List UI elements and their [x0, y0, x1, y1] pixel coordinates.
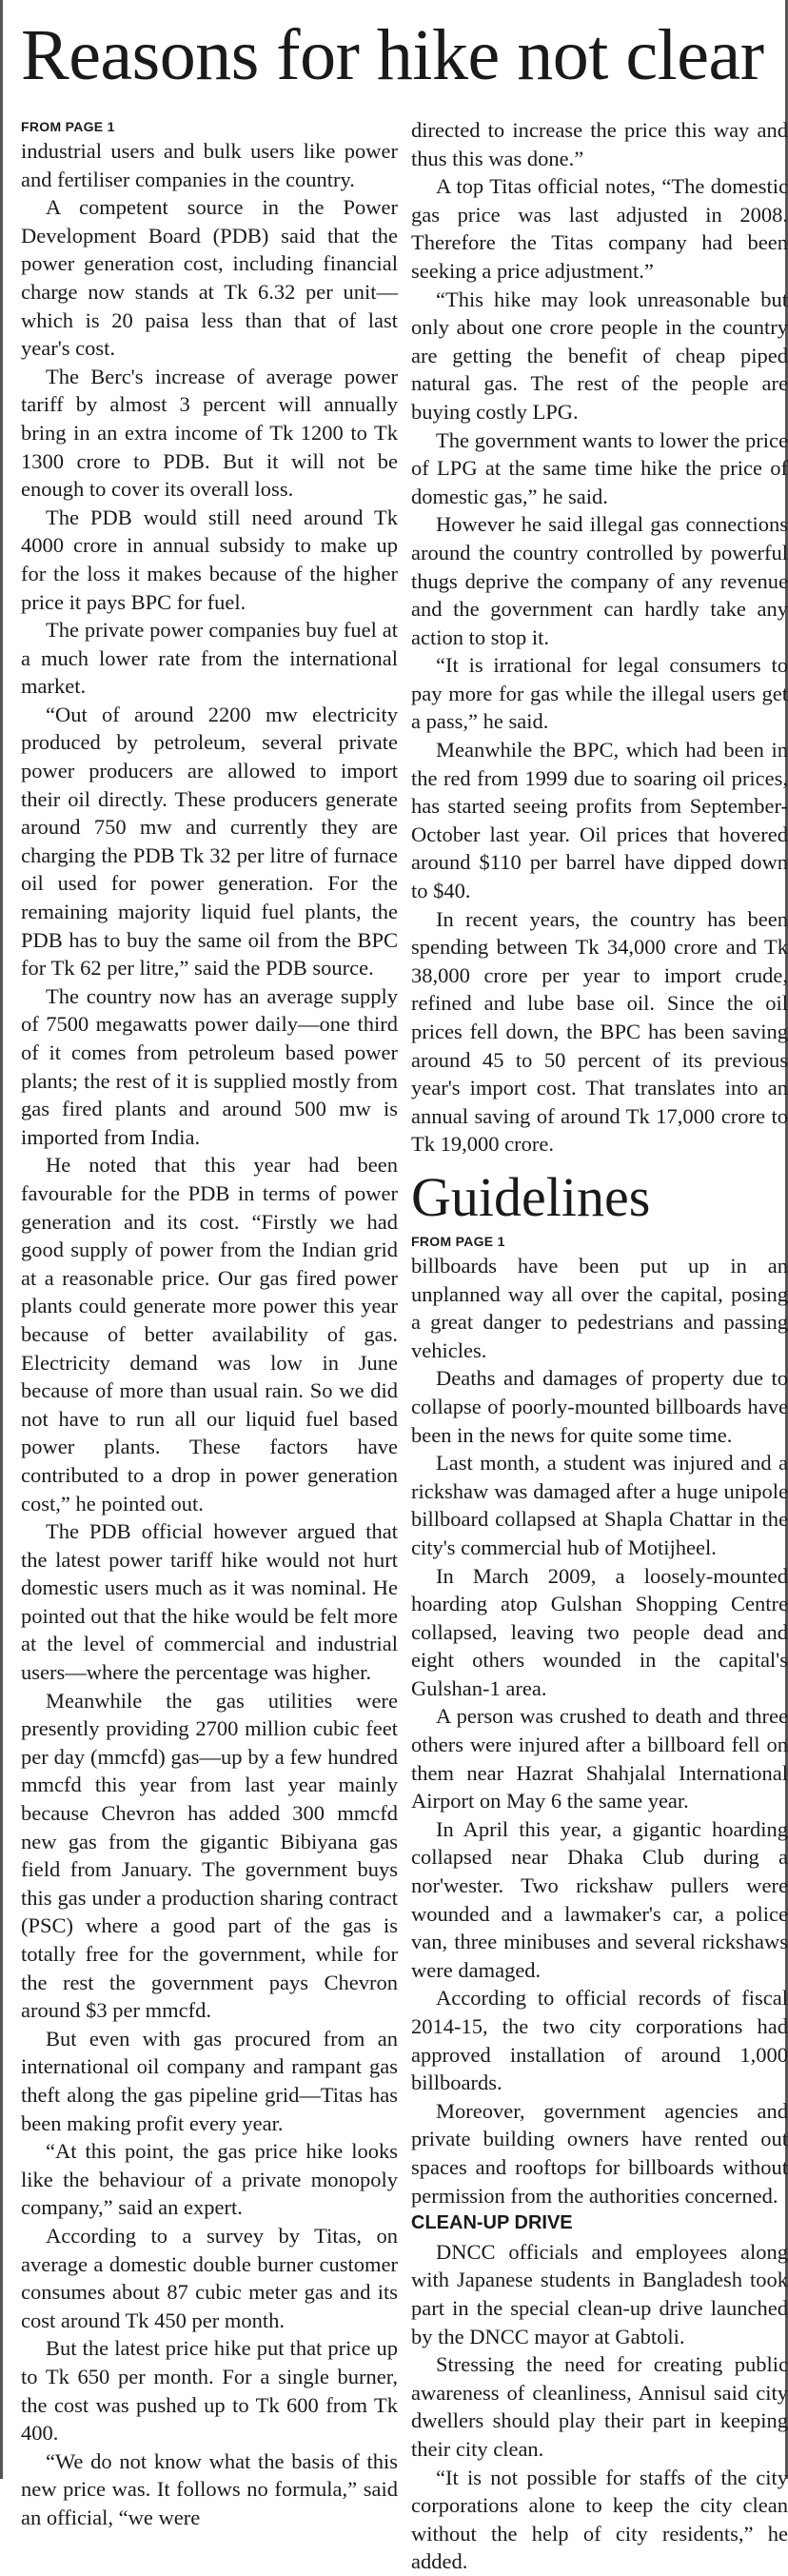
- article1-paragraph: The Berc's increase of average power tariff by almost 3 percent will annually bring in an extra income of Tk 1200 to Tk 1300 crore to PDB. But it will not be enough to cover its overall loss.: [21, 364, 398, 502]
- article2-paragraph: In March 2009, a loosely-mounted hoarding atop Gulshan Shopping Centre collapsed, leaving two people dead and eight others wounded in the capital's Gulshan-1 area.: [411, 1563, 788, 1700]
- article1-paragraph: “We do not know what the basis of this new price was. It follows no formula,” said an official, “we were: [21, 2448, 398, 2529]
- article2-paragraph: A person was crushed to death and three others were injured after a billboard fell on them near Hazrat Shahjalal International Airport on May 6 the same year.: [411, 1704, 788, 1813]
- article1-kicker: FROM PAGE 1: [21, 119, 115, 134]
- article2-title: Guidelines: [411, 1165, 651, 1228]
- article2-paragraph: Deaths and damages of property due to collapse of poorly-mounted billboards have been in the news for quite some time.: [411, 1366, 788, 1447]
- article1-paragraph: He noted that this year had been favourable for the PDB in terms of power generation and its cost. “Firstly we had good supply of power from the Indian grid at a reasonable price. Our gas fired power plants could generate more power this year because of better availability of gas. Electricity demand was low in June because of more than usual rain. So we did not have to run all our liquid fuel based power plants. These factors have contributed to a drop in power generation cost,” he pointed out.: [21, 1153, 398, 1516]
- article1-continued-paragraph: The government wants to lower the price of LPG at the same time hike the price of domestic gas,” he said.: [411, 427, 788, 508]
- article1-paragraph: But even with gas procured from an international oil company and rampant gas theft along the gas pipeline grid—Titas has been making profit every year.: [21, 2026, 398, 2135]
- article2-paragraph: In April this year, a gigantic hoarding collapsed near Dhaka Club during a nor'wester. Two rickshaw pullers were wounded and a lawmaker's car, a police van, three minibuses and several rickshaws were damaged.: [411, 1816, 788, 1982]
- article-column-right: [411, 116, 788, 2574]
- headline: Reasons for hike not clear: [21, 15, 764, 95]
- article2-paragraph: DNCC officials and employees along with Japanese students in Bangladesh took part in the special clean-up drive launched by the DNCC mayor at Gabtoli.: [411, 2239, 788, 2348]
- article1-continued-paragraph: A top Titas official notes, “The domestic gas price was last adjusted in 2008. Therefore the Titas company had been seeking a price adjustment.”: [411, 174, 788, 283]
- article2-subhead: CLEAN-UP DRIVE: [411, 2212, 573, 2234]
- article1-paragraph: The PDB official however argued that the latest power tariff hike would not hurt domestic users much as it was nominal. He pointed out that the hike would be felt more at the level of commercial and industrial users—where the percentage was higher.: [21, 1519, 398, 1685]
- article1-paragraph: The PDB would still need around Tk 4000 crore in annual subsidy to make up for the loss it makes because of the higher price it pays BPC for fuel.: [21, 505, 398, 614]
- article1-continued-paragraph: directed to increase the price this way and thus this was done.”: [411, 118, 788, 170]
- article1-continued-paragraph: Meanwhile the BPC, which had been in the red from 1999 due to soaring oil prices, has started seeing profits from September-October last year. Oil prices that hovered around $110 per barrel have dipped down to $40.: [411, 738, 788, 903]
- article1-continued-paragraph: However he said illegal gas connections around the country controlled by powerful thugs deprive the company of any revenue and the government can hardly take any action to stop it.: [411, 512, 788, 649]
- article1-paragraph: Meanwhile the gas utilities were presently providing 2700 million cubic feet per day (mmcfd) gas—up by a few hundred mmcfd this year from last year mainly because Chevron has added 300 mmcfd new gas from the gigantic Bibiyana gas field from January. The government buys this gas under a production sharing contract (PSC) where a good part of the gas is totally free for the government, while for the rest the government pays Chevron around $3 per mmcfd.: [21, 1688, 398, 2023]
- article1-paragraph: “At this point, the gas price hike looks like the behaviour of a private monopoly company,” said an expert.: [21, 2139, 398, 2220]
- article1-paragraph: But the latest price hike put that price up to Tk 650 per month. For a single burner, the cost was pushed up to Tk 600 from Tk 400.: [21, 2336, 398, 2446]
- article1-continued-paragraph: “It is irrational for legal consumers to pay more for gas while the illegal users get a pass,” he said.: [411, 653, 788, 734]
- article2-paragraph: Stressing the need for creating public awareness of cleanliness, Annisul said city dwellers should play their part in keeping their city clean.: [411, 2352, 788, 2461]
- article1-paragraph: The country now has an average supply of 7500 megawatts power daily—one third of it comes from petroleum based power plants; the rest of it is supplied mostly from gas fired plants and around 500 mw is imported from India.: [21, 983, 398, 1149]
- article1-continued-paragraph: “This hike may look unreasonable but only about one crore people in the country are getting the benefit of cheap piped natural gas. The rest of the people are buying costly LPG.: [411, 287, 788, 424]
- article1-paragraph: A competent source in the Power Development Board (PDB) said that the power generation cost, including financial charge now stands at Tk 6.32 per unit—which is 20 paisa less than that of last year's cost.: [21, 195, 398, 361]
- article1-paragraph: industrial users and bulk users like power and fertiliser companies in the country.: [21, 139, 398, 191]
- article1-paragraph: According to a survey by Titas, on average a domestic double burner customer consumes about 87 cubic meter gas and its cost around Tk 450 per month.: [21, 2223, 398, 2332]
- article2-paragraph: billboards have been put up in an unplanned way all over the capital, posing a great danger to pedestrians and passing vehicles.: [411, 1253, 788, 1362]
- article1-paragraph: “Out of around 2200 mw electricity produced by petroleum, several private power producers are allowed to import their oil directly. These producers generate around 750 mw and currently they are charging the PDB Tk 32 per litre of furnace oil used for power generation. For the remaining majority liquid fuel plants, the PDB has to buy the same oil from the BPC for Tk 62 per litre,” said the PDB source.: [21, 702, 398, 981]
- article2-kicker: FROM PAGE 1: [411, 1233, 505, 1249]
- article2-paragraph: Last month, a student was injured and a rickshaw was damaged after a huge unipole billboard collapsed at Shapla Chattar in the city's commercial hub of Motijheel.: [411, 1451, 788, 1559]
- article1-continued-paragraph: In recent years, the country has been spending between Tk 34,000 crore and Tk 38,000 crore per year to import crude, refined and lube base oil. Since the oil prices fell down, the BPC has been saving around 45 to 50 percent of its previous year's import cost. That translates into an annual saving of around Tk 17,000 crore to Tk 19,000 crore.: [411, 906, 788, 1157]
- article-column-left: [21, 116, 398, 2529]
- article2-paragraph: According to official records of fiscal 2014-15, the two city corporations had approved installation of around 1,000 billboards.: [411, 1986, 788, 2095]
- article2-paragraph: Moreover, government agencies and private building owners have rented out spaces and rooftops for billboards without permission from the authorities concerned.: [411, 2098, 788, 2208]
- left-column-rule: [0, 0, 3, 2479]
- article1-paragraph: The private power companies buy fuel at a much lower rate from the international market.: [21, 618, 398, 699]
- article2-paragraph: “It is not possible for staffs of the city corporations alone to keep the city clean without the help of city residents,” he added.: [411, 2465, 788, 2574]
